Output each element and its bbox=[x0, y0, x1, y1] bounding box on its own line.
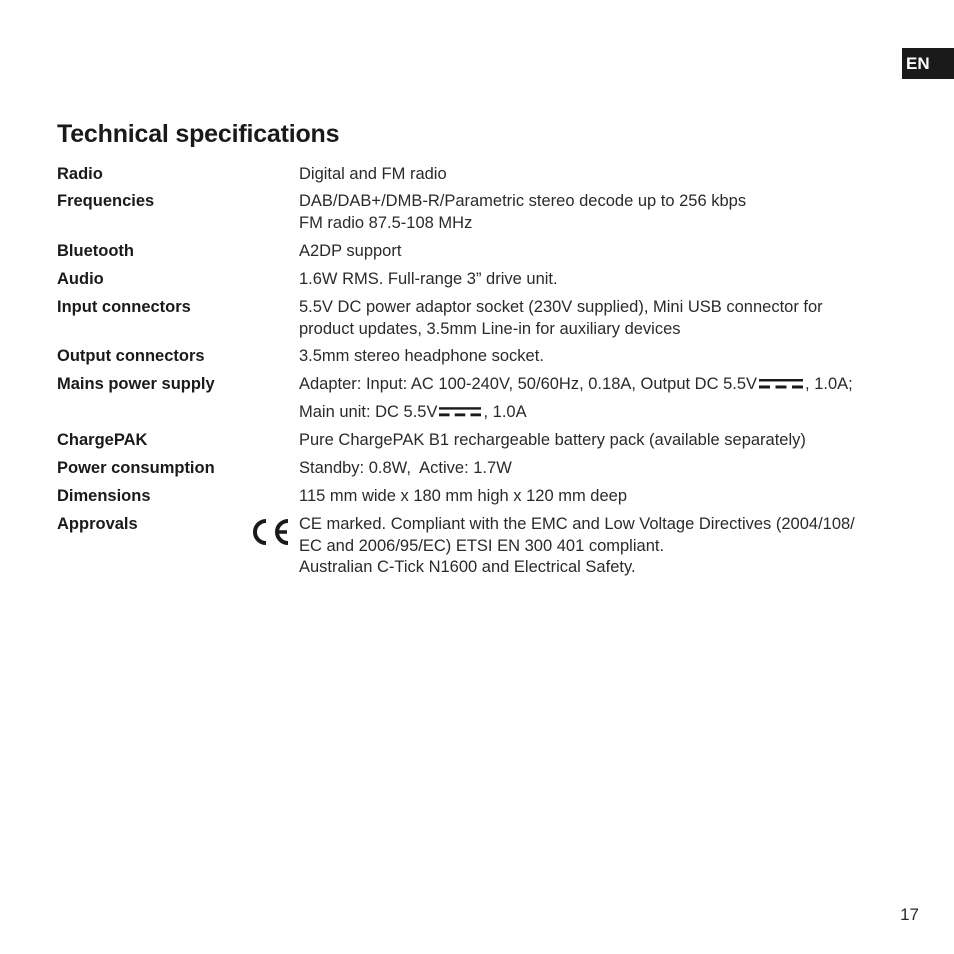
spec-value-line: 3.5mm stereo headphone socket. bbox=[299, 347, 544, 365]
spec-value-line: A2DP support bbox=[299, 242, 402, 260]
spec-value-line: Australian C-Tick N1600 and Electrical Safety. bbox=[299, 558, 636, 576]
spec-value-line: 115 mm wide x 180 mm high x 120 mm deep bbox=[299, 487, 628, 505]
spec-value-output-connectors bbox=[299, 346, 544, 368]
spec-value-approvals bbox=[299, 514, 855, 579]
spec-value-input-connectors bbox=[299, 297, 823, 340]
spec-label-approvals: Approvals bbox=[57, 515, 138, 533]
adapter-current-text: , 1.0A; bbox=[805, 375, 853, 393]
spec-label-radio: Radio bbox=[57, 165, 103, 183]
spec-label-bluetooth: Bluetooth bbox=[57, 242, 134, 260]
spec-value-line: product updates, 3.5mm Line-in for auxiliary devices bbox=[299, 319, 681, 338]
spec-value-bluetooth bbox=[299, 241, 401, 263]
ce-mark-icon bbox=[249, 517, 291, 547]
spec-value-line bbox=[299, 374, 853, 402]
page-title: Technical specifications bbox=[57, 120, 340, 148]
spec-label-frequencies: Frequencies bbox=[57, 192, 155, 210]
spec-label-mains-power-supply: Mains power supply bbox=[57, 375, 215, 393]
spec-value-line: 1.6W RMS. Full-range 3” drive unit. bbox=[299, 270, 558, 288]
language-badge: EN bbox=[902, 48, 954, 79]
spec-value-line: CE marked. Compliant with the EMC and Low Voltage Directives (2004/108/ bbox=[299, 515, 855, 533]
main-unit-spec-text: Main unit: DC 5.5V bbox=[299, 403, 438, 421]
main-unit-current-text: , 1.0A bbox=[483, 403, 527, 421]
dc-current-icon bbox=[759, 378, 803, 390]
spec-label-chargepak: ChargePAK bbox=[57, 431, 148, 449]
spec-value-mains-power-supply bbox=[299, 374, 853, 424]
spec-label-dimensions: Dimensions bbox=[57, 487, 151, 505]
dc-current-icon bbox=[439, 406, 481, 418]
spec-value-radio bbox=[299, 164, 447, 186]
spec-value-dimensions bbox=[299, 486, 627, 508]
spec-label-output-connectors: Output connectors bbox=[57, 347, 205, 365]
spec-value-line: Standby: 0.8W, Active: 1.7W bbox=[299, 459, 512, 477]
spec-value-line bbox=[299, 402, 853, 424]
spec-value-audio bbox=[299, 269, 558, 291]
spec-value-power-consumption bbox=[299, 458, 512, 480]
spec-label-power-consumption: Power consumption bbox=[57, 459, 215, 477]
spec-value-line: 5.5V DC power adaptor socket (230V supplied), Mini USB connector for bbox=[299, 298, 823, 316]
page-number: 17 bbox=[900, 905, 919, 924]
spec-value-line: FM radio 87.5-108 MHz bbox=[299, 213, 473, 232]
spec-value-line: EC and 2006/95/EC) ETSI EN 300 401 compliant. bbox=[299, 536, 665, 555]
spec-label-input-connectors: Input connectors bbox=[57, 298, 191, 316]
spec-value-line: Digital and FM radio bbox=[299, 165, 447, 183]
spec-value-chargepak bbox=[299, 430, 806, 452]
spec-value-frequencies bbox=[299, 191, 746, 234]
spec-value-line: Pure ChargePAK B1 rechargeable battery pack (available separately) bbox=[299, 431, 806, 449]
spec-label-audio: Audio bbox=[57, 270, 104, 288]
spec-value-line: DAB/DAB+/DMB-R/Parametric stereo decode up to 256 kbps bbox=[299, 192, 747, 210]
adapter-spec-text: Adapter: Input: AC 100-240V, 50/60Hz, 0.18A, Output DC 5.5V bbox=[299, 375, 758, 393]
